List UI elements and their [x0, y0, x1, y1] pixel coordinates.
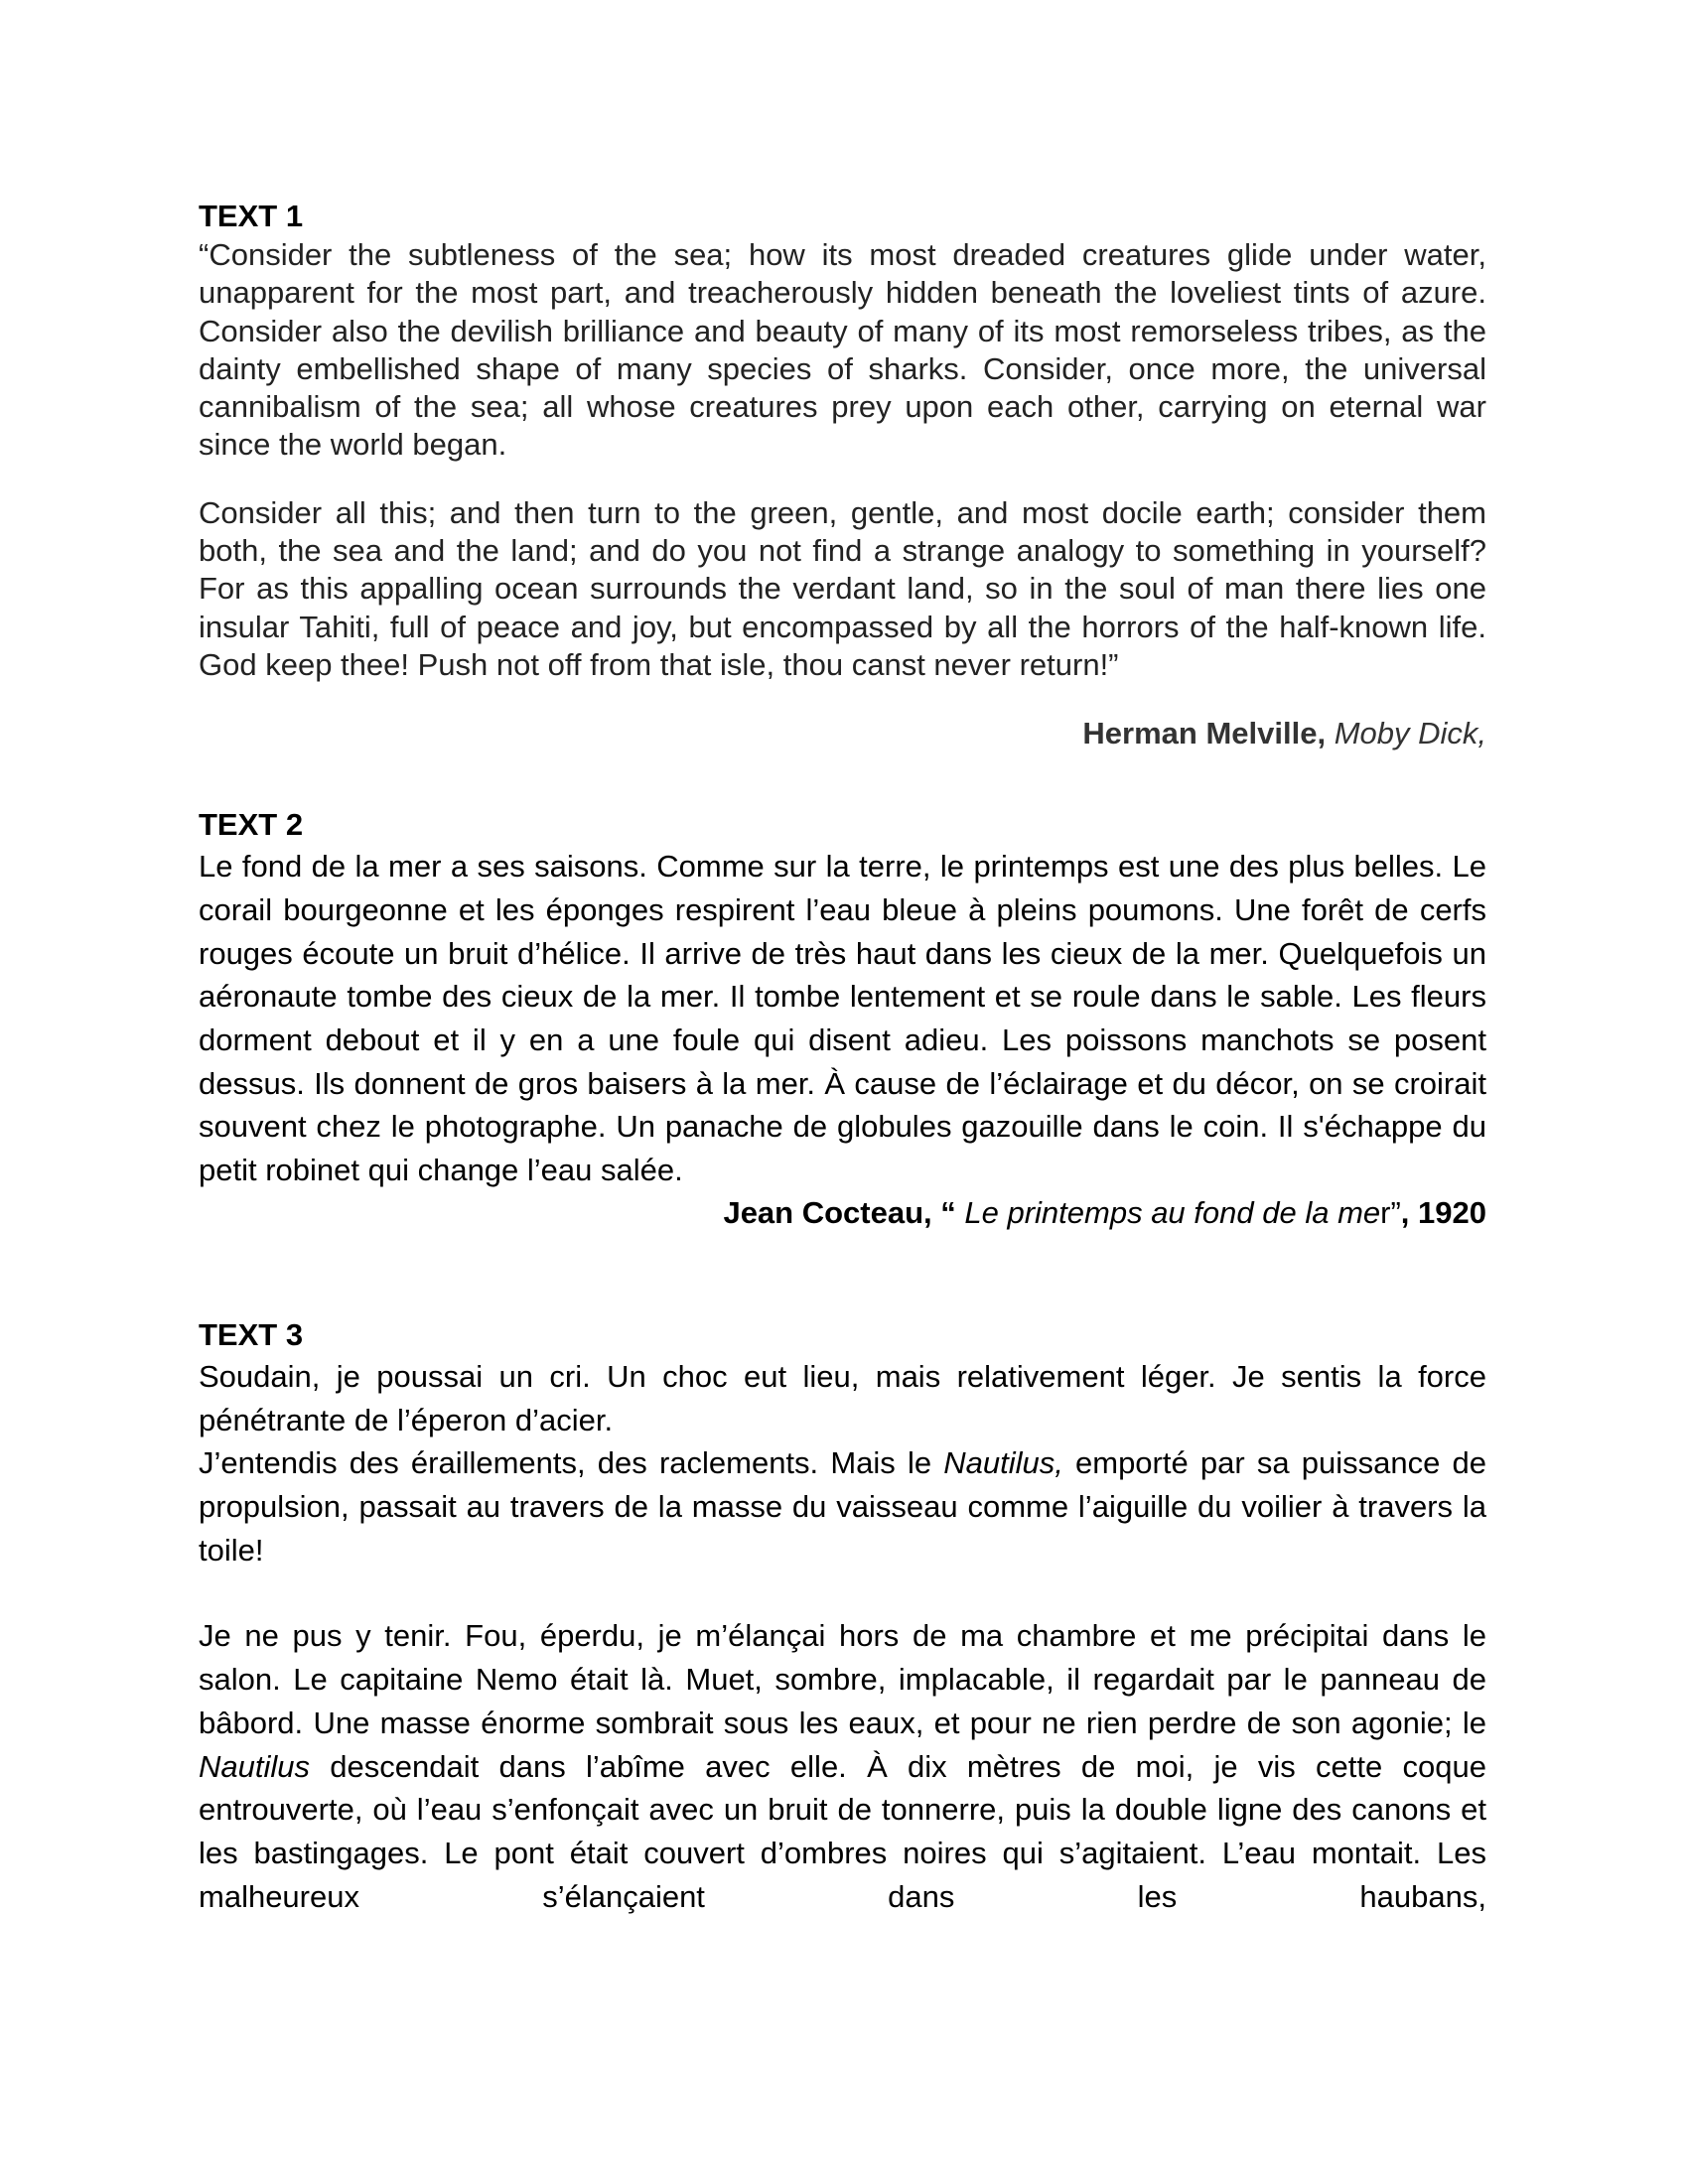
text-2-section — [199, 805, 1486, 1234]
text-1-paragraph-1: “Consider the subtleness of the sea; how its most dreaded creatures glide under water, unapparent for the most part, and treacherously hidden beneath the loveliest tints of azure. Consider also the devilish brilliance and beauty of many of its most remorseless tribes, as the dainty embellished shape of many species of sharks. Consider, once more, the universal cannibalism of the sea; all whose creatures prey upon each other, carrying on eternal war since the world began. — [199, 237, 1486, 463]
text-3-paragraph-1-line-2 — [199, 1441, 1486, 1571]
text-1-heading: TEXT 1 — [199, 199, 304, 233]
text-2-attribution — [199, 1192, 1486, 1234]
text-1-section — [199, 197, 1486, 753]
text-3-section — [199, 1315, 1486, 1918]
text-run: emporté par sa puissance de propulsion, passait au travers de la masse du vaisseau comme l’aiguille du voilier à travers la toile! — [199, 1445, 1486, 1568]
text-run: Je ne pus y tenir. Fou, éperdu, je m’élançai hors de ma chambre et me précipitai dans le salon. Le capitaine Nemo était là. Muet, sombre, implacable, il regardait par le panneau de bâbord. Une masse énorme sombrait sous les eaux, et pour ne rien perdre de son agonie; le — [199, 1618, 1486, 1740]
text-2-paragraph-1: Le fond de la mer a ses saisons. Comme sur la terre, le printemps est une des plus belles. Le corail bourgeonne et les éponges respirent l’eau bleue à pleins poumons. Une forêt de cerfs rouges écoute un bruit d’hélice. Il arrive de très haut dans les cieux de la mer. Quelquefois un aéronaute tombe des cieux de la mer. Il tombe lentement et se roule dans le sable. Les fleurs dorment debout et il y en a une foule qui disent adieu. Les poissons manchots se posent dessus. Ils donnent de gros baisers à la mer. À cause de l’éclairage et du décor, on se croirait souvent chez le photographe. Un panache de globules gazouille dans le coin. Il s'échappe du petit robinet qui change l’eau salée. — [199, 849, 1486, 1188]
attribution-work-title: Moby Dick, — [1326, 716, 1486, 751]
text-2-heading: TEXT 2 — [199, 807, 304, 843]
attribution-work-title: Le printemps au fond de la me — [955, 1194, 1381, 1230]
text-3-paragraph-1-line-1: Soudain, je poussai un cri. Un choc eut lieu, mais relativement léger. Je sentis la force pénétrante de l’éperon d’acier. — [199, 1358, 1486, 1437]
attribution-author: Jean Cocteau, “ — [723, 1194, 956, 1230]
text-3-paragraph-2 — [199, 1614, 1486, 1918]
text-1-attribution — [199, 714, 1486, 753]
attribution-author: Herman Melville, — [1082, 716, 1327, 751]
ship-name-italic: Nautilus — [199, 1748, 310, 1784]
text-3-heading: TEXT 3 — [199, 1316, 304, 1352]
text-1-paragraph-2: Consider all this; and then turn to the green, gentle, and most docile earth; consider them both, the sea and the land; and do you not find a strange analogy to something in yourself? For as this appalling ocean surrounds the verdant land, so in the soul of man there lies one insular Tahiti, full of peace and joy, but encompassed by all the horrors of the half-known life. God keep thee! Push not off from that isle, thou canst never return!” — [199, 494, 1486, 682]
document-page — [199, 197, 1486, 1918]
text-run: descendait dans l’abîme avec elle. À dix mètres de moi, je vis cette coque entrouverte, où l’eau s’enfonçait avec un bruit de tonnerre, puis la double ligne des canons et les bastingages. Le pont était couvert d’ombres noires qui s’agitaient. L’eau montait. Les malheureux s’élançaient dans les haubans, — [199, 1748, 1486, 1914]
attribution-work-title-tail: r” — [1380, 1194, 1401, 1230]
ship-name-italic: Nautilus, — [943, 1445, 1063, 1481]
attribution-year: , 1920 — [1400, 1194, 1486, 1230]
text-run: J’entendis des éraillements, des raclements. Mais le — [199, 1445, 944, 1481]
